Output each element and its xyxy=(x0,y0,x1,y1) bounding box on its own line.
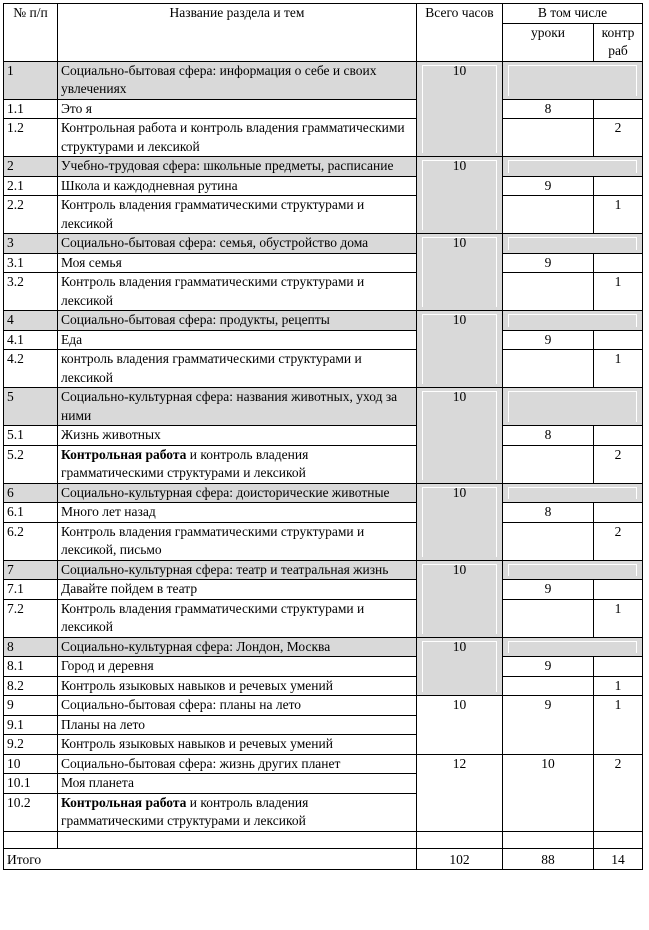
topic-title: Давайте пойдем в театр xyxy=(58,580,417,600)
section-num: 8 xyxy=(4,637,58,657)
topic-num: 8.2 xyxy=(4,676,58,696)
topic-title: Планы на лето xyxy=(58,715,417,735)
table-body xyxy=(4,61,643,870)
section-row xyxy=(4,61,643,99)
spacer-cell xyxy=(58,831,417,848)
topic-title: Моя планета xyxy=(58,774,417,794)
section-row xyxy=(4,311,643,331)
header-total: Всего часов xyxy=(417,4,503,62)
topic-tests xyxy=(594,503,643,523)
section-hours: 12 xyxy=(417,754,503,831)
title-rest: и контроль владения грамматическими структурами и лексикой xyxy=(61,446,309,480)
topic-row xyxy=(4,119,643,157)
section-hours: 10 xyxy=(417,61,503,157)
topic-lessons: 9 xyxy=(503,657,594,677)
topic-tests: 1 xyxy=(594,196,643,234)
section-lessons: 10 xyxy=(503,754,594,831)
spacer-cell xyxy=(503,831,594,848)
topic-title: Контроль владения грамматическими структурами и лексикой xyxy=(58,599,417,637)
topic-row xyxy=(4,503,643,523)
topic-title: Контроль языковых навыков и речевых умений xyxy=(58,676,417,696)
topic-tests xyxy=(594,253,643,273)
section-hours: 10 xyxy=(417,560,503,637)
section-num: 6 xyxy=(4,483,58,503)
topic-num: 2.1 xyxy=(4,176,58,196)
section-num: 5 xyxy=(4,388,58,426)
topic-lessons: 9 xyxy=(503,580,594,600)
section-title: Социально-бытовая сфера: жизнь других планет xyxy=(58,754,417,774)
topic-lessons: 9 xyxy=(503,253,594,273)
topic-row xyxy=(4,426,643,446)
topic-row xyxy=(4,99,643,119)
section-num: 2 xyxy=(4,157,58,177)
section-tests: 2 xyxy=(594,754,643,831)
title-rest: и контроль владения грамматическими структурами и лексикой xyxy=(61,794,309,828)
section-num: 10 xyxy=(4,754,58,774)
topic-num: 4.2 xyxy=(4,350,58,388)
topic-row xyxy=(4,330,643,350)
topic-title: Контроль владения грамматическими структурами и лексикой, письмо xyxy=(58,522,417,560)
section-hours: 10 xyxy=(417,696,503,755)
topic-num: 5.1 xyxy=(4,426,58,446)
section-row xyxy=(4,234,643,254)
topic-title: Контрольная работа и контроль владения грамматическими структурами и лексикой xyxy=(58,119,417,157)
topic-num: 1.1 xyxy=(4,99,58,119)
topic-lessons xyxy=(503,350,594,388)
topic-title: Контроль владения грамматическими структурами и лексикой xyxy=(58,273,417,311)
topic-lessons xyxy=(503,599,594,637)
topic-tests: 2 xyxy=(594,522,643,560)
spacer-cell xyxy=(594,831,643,848)
section-hours: 10 xyxy=(417,637,503,696)
section-row xyxy=(4,157,643,177)
topic-tests: 1 xyxy=(594,599,643,637)
topic-lessons: 9 xyxy=(503,330,594,350)
topic-row xyxy=(4,253,643,273)
section-split-cell xyxy=(503,637,643,657)
topic-row xyxy=(4,196,643,234)
topic-num: 10.1 xyxy=(4,774,58,794)
topic-row xyxy=(4,176,643,196)
topic-lessons xyxy=(503,119,594,157)
spacer-cell xyxy=(4,831,58,848)
topic-row xyxy=(4,657,643,677)
topic-num: 10.2 xyxy=(4,793,58,831)
total-tests: 14 xyxy=(594,848,643,870)
curriculum-table xyxy=(3,3,643,870)
topic-tests xyxy=(594,426,643,446)
topic-tests: 1 xyxy=(594,350,643,388)
topic-num: 4.1 xyxy=(4,330,58,350)
section-num: 9 xyxy=(4,696,58,716)
topic-num: 8.1 xyxy=(4,657,58,677)
topic-row xyxy=(4,273,643,311)
header-including: В том числе xyxy=(503,4,643,24)
section-title: Социально-культурная сфера: театр и театральная жизнь xyxy=(58,560,417,580)
total-row xyxy=(4,848,643,870)
section-row xyxy=(4,483,643,503)
section-split-cell xyxy=(503,560,643,580)
topic-lessons xyxy=(503,273,594,311)
topic-tests xyxy=(594,657,643,677)
section-split-cell xyxy=(503,311,643,331)
topic-num: 7.2 xyxy=(4,599,58,637)
topic-num: 6.2 xyxy=(4,522,58,560)
topic-tests xyxy=(594,330,643,350)
topic-title xyxy=(58,445,417,483)
section-hours: 10 xyxy=(417,311,503,388)
section-num: 3 xyxy=(4,234,58,254)
topic-row xyxy=(4,676,643,696)
section-title: Учебно-трудовая сфера: школьные предметы, расписание xyxy=(58,157,417,177)
topic-title: Контроль владения грамматическими структурами и лексикой xyxy=(58,196,417,234)
topic-title: Еда xyxy=(58,330,417,350)
header-name: Название раздела и тем xyxy=(58,4,417,62)
section-row xyxy=(4,637,643,657)
spacer-cell xyxy=(417,831,503,848)
section-title: Социально-бытовая сфера: информация о себе и своих увлечениях xyxy=(58,61,417,99)
topic-num: 2.2 xyxy=(4,196,58,234)
section-lessons: 9 xyxy=(503,696,594,755)
section-row xyxy=(4,696,643,716)
section-split-cell xyxy=(503,157,643,177)
topic-title: контроль владения грамматическими структурами и лексикой xyxy=(58,350,417,388)
section-hours: 10 xyxy=(417,234,503,311)
topic-num: 9.1 xyxy=(4,715,58,735)
section-title: Социально-бытовая сфера: планы на лето xyxy=(58,696,417,716)
header-num: № п/п xyxy=(4,4,58,62)
section-row xyxy=(4,388,643,426)
section-num: 4 xyxy=(4,311,58,331)
topic-row xyxy=(4,580,643,600)
topic-title xyxy=(58,793,417,831)
topic-title: Школа и каждодневная рутина xyxy=(58,176,417,196)
topic-num: 9.2 xyxy=(4,735,58,755)
section-row xyxy=(4,754,643,774)
section-title: Социально-культурная сфера: Лондон, Москва xyxy=(58,637,417,657)
topic-num: 7.1 xyxy=(4,580,58,600)
total-label: Итого xyxy=(4,848,417,870)
topic-title: Много лет назад xyxy=(58,503,417,523)
topic-tests xyxy=(594,99,643,119)
topic-num: 1.2 xyxy=(4,119,58,157)
section-split-cell xyxy=(503,483,643,503)
topic-lessons xyxy=(503,522,594,560)
spacer-row xyxy=(4,831,643,848)
topic-num: 6.1 xyxy=(4,503,58,523)
topic-lessons: 9 xyxy=(503,176,594,196)
header-tests: контр раб xyxy=(594,23,643,61)
topic-title: Город и деревня xyxy=(58,657,417,677)
topic-tests: 1 xyxy=(594,676,643,696)
topic-row xyxy=(4,350,643,388)
topic-lessons: 8 xyxy=(503,99,594,119)
topic-lessons: 8 xyxy=(503,426,594,446)
header-lessons: уроки xyxy=(503,23,594,61)
section-title: Социально-бытовая сфера: продукты, рецепты xyxy=(58,311,417,331)
section-hours: 10 xyxy=(417,157,503,234)
title-bold-part: Контрольная работа xyxy=(61,794,187,810)
topic-title: Это я xyxy=(58,99,417,119)
topic-tests: 2 xyxy=(594,119,643,157)
section-row xyxy=(4,560,643,580)
section-split-cell xyxy=(503,388,643,426)
topic-tests: 2 xyxy=(594,445,643,483)
section-num: 7 xyxy=(4,560,58,580)
topic-num: 3.2 xyxy=(4,273,58,311)
section-hours: 10 xyxy=(417,388,503,484)
title-bold-part: Контрольная работа xyxy=(61,446,187,462)
table-header xyxy=(4,4,643,62)
section-split-cell xyxy=(503,234,643,254)
total-lessons: 88 xyxy=(503,848,594,870)
topic-lessons xyxy=(503,676,594,696)
topic-lessons xyxy=(503,196,594,234)
section-title: Социально-бытовая сфера: семья, обустройство дома xyxy=(58,234,417,254)
section-split-cell xyxy=(503,61,643,99)
section-tests: 1 xyxy=(594,696,643,755)
topic-title: Жизнь животных xyxy=(58,426,417,446)
topic-tests xyxy=(594,176,643,196)
topic-lessons xyxy=(503,445,594,483)
topic-tests: 1 xyxy=(594,273,643,311)
topic-lessons: 8 xyxy=(503,503,594,523)
section-title: Социально-культурная сфера: названия животных, уход за ними xyxy=(58,388,417,426)
section-num: 1 xyxy=(4,61,58,99)
section-hours: 10 xyxy=(417,483,503,560)
total-hours: 102 xyxy=(417,848,503,870)
topic-num: 3.1 xyxy=(4,253,58,273)
topic-tests xyxy=(594,580,643,600)
topic-title: Моя семья xyxy=(58,253,417,273)
topic-title: Контроль языковых навыков и речевых умений xyxy=(58,735,417,755)
topic-row xyxy=(4,445,643,483)
topic-num: 5.2 xyxy=(4,445,58,483)
section-title: Социально-культурная сфера: доисторические животные xyxy=(58,483,417,503)
topic-row xyxy=(4,522,643,560)
topic-row xyxy=(4,599,643,637)
